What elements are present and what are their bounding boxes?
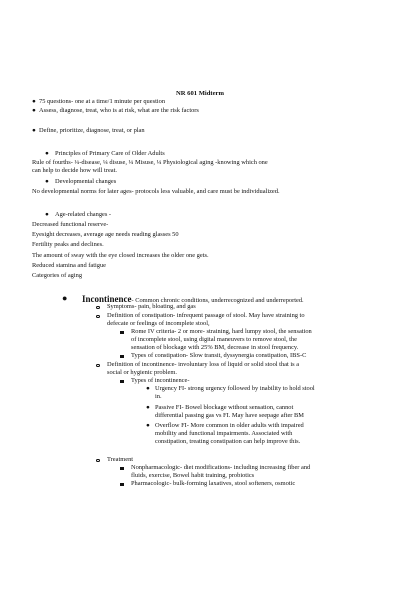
incont-def-1: Definition of incontinence- involuntary loss of liquid or solid stool that is a bbox=[107, 361, 300, 368]
principles-line-1: Rule of fourths- ¼-disease, ¼ disuse, ¼ Misuse, ¼ Physiological aging -knowing which one bbox=[32, 159, 268, 166]
overflow-line-1: Overflow FI- More common in older adults with impaired bbox=[155, 422, 304, 429]
bullet-icon: ● bbox=[45, 150, 49, 157]
nonpharm-line-2: fluids, exercise, Bowel habit training, probiotics bbox=[131, 472, 255, 479]
intro-line-3: Define, prioritize, diagnose, treat, or plan bbox=[39, 127, 145, 134]
developmental-heading: Developmental changes bbox=[55, 178, 117, 185]
age-line-5: Reduced stamina and fatigue bbox=[32, 262, 106, 269]
pharm-line: Pharmacologic- bulk-forming laxatives, stool softeners, osmotic bbox=[131, 480, 296, 487]
principles-line-2: can help to decide how will treat. bbox=[32, 167, 118, 174]
bullet-icon: ● bbox=[32, 98, 36, 105]
age-line-3: Fertility peaks and declines. bbox=[32, 241, 104, 248]
treatment-line: Treatment bbox=[107, 456, 134, 463]
age-line-2: Eyesight decreases, average age needs reading glasses 50 bbox=[32, 231, 179, 238]
incontinence-heading-rest: - Common chronic conditions, underrecognized and underreported. bbox=[131, 297, 304, 304]
circle-bullet-icon bbox=[96, 459, 100, 463]
bullet-icon: ● bbox=[45, 211, 49, 218]
square-bullet-icon bbox=[120, 355, 124, 359]
nonpharm-line-1: Nonpharmacologic- diet modifications- including increasing fiber and bbox=[131, 464, 311, 471]
bullet-icon: ● bbox=[45, 178, 49, 185]
circle-bullet-icon bbox=[96, 306, 100, 310]
types-constipation-line: Types of constipation- Slow transit, dyssynergia constipation, IBS-C bbox=[131, 352, 307, 359]
types-incont-line: Types of incontinence- bbox=[131, 377, 190, 384]
circle-bullet-icon bbox=[96, 315, 100, 319]
bullet-icon: ● bbox=[62, 293, 68, 303]
document-title: NR 601 Midterm bbox=[176, 90, 224, 97]
rome-line-2: of incomplete stool, using digital maneuvers to remove stool, the bbox=[131, 336, 297, 343]
urgency-line-2: in. bbox=[155, 393, 162, 400]
constipation-def-2: defecate or feelings of incomplete stool, bbox=[107, 320, 210, 327]
overflow-line-2: mobility and functional impairments. Associated with bbox=[155, 430, 293, 437]
bullet-icon: ● bbox=[32, 127, 36, 134]
square-bullet-icon bbox=[120, 380, 124, 384]
rome-line-1: Rome IV criteria- 2 or more- straining, hard lumpy stool, the sensation bbox=[131, 328, 312, 335]
intro-line-1: 75 questions- one at a time/1 minute per question bbox=[39, 98, 166, 105]
urgency-line-1: Urgency FI- strong urgency followed by inability to hold stool bbox=[155, 385, 315, 392]
constipation-def-1: Definition of constipation- infrequent passage of stool. May have straining to bbox=[107, 312, 305, 319]
rome-line-3: sensation of blockage with 25% BM, decrease in stool frequency. bbox=[131, 344, 299, 351]
circle-bullet-icon bbox=[96, 364, 100, 368]
bullet-icon: ● bbox=[146, 385, 150, 392]
developmental-line-1: No developmental norms for later ages- protocols less valuable, and care must be individualized. bbox=[32, 188, 280, 195]
principles-heading: Principles of Primary Care of Older Adults bbox=[55, 150, 165, 157]
intro-line-2: Assess, diagnose, treat, who is at risk, what are the risk factors bbox=[39, 107, 199, 114]
square-bullet-icon bbox=[120, 331, 124, 335]
incontinence-heading: Incontinence bbox=[82, 294, 132, 304]
square-bullet-icon bbox=[120, 467, 124, 471]
age-line-1: Decreased functional reserve- bbox=[32, 221, 109, 228]
age-line-4: The amount of sway with the eye closed increases the older one gets. bbox=[32, 252, 209, 259]
passive-line-1: Passive FI- Bowel blockage without sensation, cannot bbox=[155, 404, 294, 411]
bullet-icon: ● bbox=[146, 422, 150, 429]
age-related-heading: Age-related changes - bbox=[55, 211, 112, 218]
passive-line-2: differential passing gas vs FI. May have seepage after BM bbox=[155, 412, 304, 419]
incont-def-2: social or hygienic problem. bbox=[107, 369, 177, 376]
age-line-6: Categories of aging bbox=[32, 272, 83, 279]
overflow-line-3: constipation, treating constipation can help improve this. bbox=[155, 438, 301, 445]
bullet-icon: ● bbox=[32, 107, 36, 114]
square-bullet-icon bbox=[120, 483, 124, 487]
bullet-icon: ● bbox=[146, 404, 150, 411]
symptoms-line: Symptoms- pain, bloating, and gas bbox=[107, 303, 196, 310]
